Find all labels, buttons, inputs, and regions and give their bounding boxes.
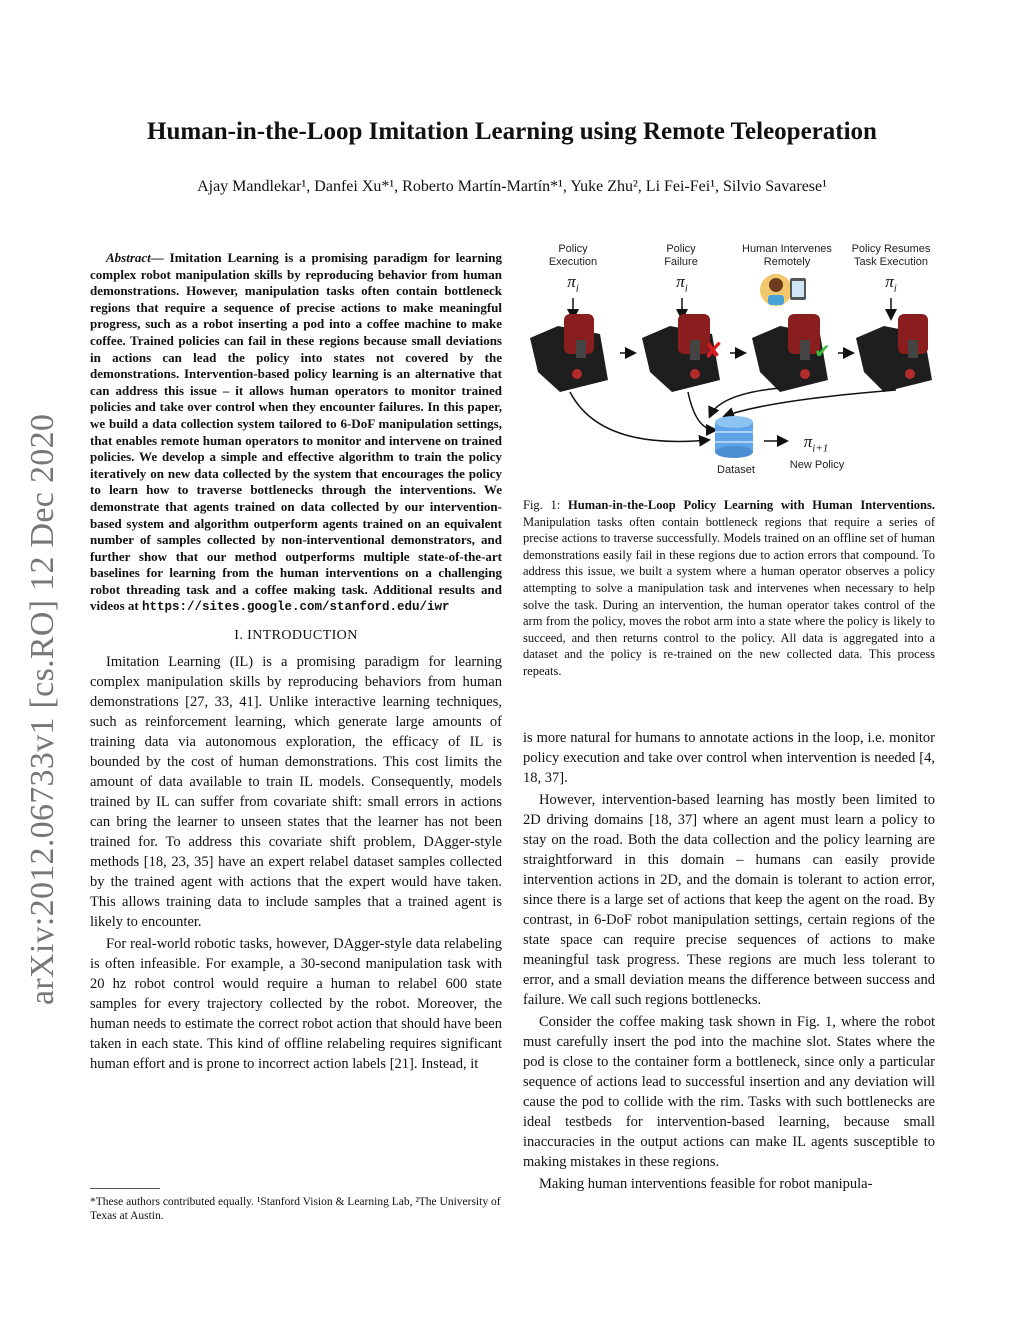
intro-paragraph: Consider the coffee making task shown in Fig. 1, where the robot must carefully insert the pod into the machine slot. States where the pod is close to the container form a bottleneck, since only a particular sequence of actions lead to successful insertion and any deviation will cause the pod to collide with the rim. Tasks with such bottlenecks are ideal testbeds for intervention-based learning, because small inaccuracies in the output actions can make IL agents susceptible to making mistakes in these regions.	[523, 1014, 935, 1170]
abstract-text: Imitation Learning is a promising paradigm for learning complex robot manipulation skills by reproducing behavior from human demonstrations. However, manipulation tasks often contain bottleneck regions that require a sequence of precise actions to make meaningful progress, such as a robot inserting a pod into a coffee machine to make coffee. Trained policies can fail in these regions because small deviations in actions can lead the policy into states not covered by the demonstrations. Intervention-based policy learning is an alternative that can address this issue – it allows human operators to monitor trained policies and take over control when they encounter failures. In this paper, we build a data collection system tailored to 6-DoF manipulation settings, that enables remote human operators to monitor and intervene on trained policies. We develop a simple and effective algorithm to train the policy iteratively on new data collected by the system that encourages the policy to learn how to traverse bottlenecks through the interventions. We demonstrate that agents trained on data collected by our intervention-based system and algorithm outperform agents trained on an equivalent number of samples collected by non-interventional demonstrators, and further show that our method outperforms multiple state-of-the-art baselines for learning from the human interventions on a challenging robot threading task and a coffee making task. Additional results and videos at	[90, 250, 502, 614]
caption-prefix: Fig. 1:	[523, 498, 569, 512]
label-policy-failure: Policy Failure	[664, 243, 698, 268]
abstract-label: Abstract—	[106, 250, 164, 265]
policy-symbol: $\pi_i$	[676, 272, 688, 295]
intro-paragraph: Imitation Learning (IL) is a promising paradigm for learning complex manipulation skills by reproducing behaviors from human demonstrations [27, 33, 41]. Unlike interactive learning techniques, such as reinforcement learning, which generate large amounts of training data via autonomous exploration, the efficacy of IL is bounded by the cost of human demonstrations. This cost limits the amount of data available to train IL models. Consequently, models trained by IL can suffer from covariate shift: small errors in actions can bring the learner to unseen states that the learner has not been trained for. To address this covariate shift problem, DAgger-style methods [18, 23, 35] have an expert relabel dataset samples collected by the trained agent with actions that the expert would have taken. This allows training data to include samples that a trained agent is likely to encounter.	[90, 654, 502, 931]
footnote-divider	[90, 1188, 160, 1189]
figure-1	[520, 240, 940, 490]
robot-scene-execution	[530, 314, 608, 392]
intro-paragraph: Making human interventions feasible for robot manipula-	[539, 1176, 873, 1192]
arxiv-identifier: arXiv:2012.06733v1 [cs.RO] 12 Dec 2020	[24, 413, 61, 1005]
arrow-to-dataset	[710, 388, 780, 416]
robot-scene-resumes	[856, 314, 932, 392]
arrow-to-dataset	[725, 390, 896, 416]
figure-caption	[523, 497, 935, 680]
left-column	[90, 250, 502, 1074]
human-operator-icon	[760, 274, 806, 306]
new-policy-symbol: $\pi_{i+1}$	[803, 432, 829, 455]
policy-symbol: $\pi_i$	[885, 272, 897, 295]
arrow-to-dataset	[570, 392, 708, 441]
label-human-intervenes: Human Intervenes Remotely	[742, 243, 832, 268]
author-list: Ajay Mandlekar¹, Danfei Xu*¹, Roberto Martín-Martín*¹, Yuke Zhu², Li Fei-Fei¹, Silvio Savarese¹	[197, 178, 827, 195]
section-heading: I. INTRODUCTION	[234, 628, 358, 644]
abstract	[90, 250, 502, 616]
intro-paragraph: For real-world robotic tasks, however, DAgger-style data relabeling is often infeasible. For example, a 30-second manipulation task with 20 hz robot control would require a human to relabel 600 state samples for every trajectory collected by the robot. Moreover, the human needs to estimate the correct robot action that should have been taken in each state. This kind of offline relabeling requires significant human effort and is prone to incorrect action labels [21]. Instead, it	[90, 936, 502, 1073]
dataset-label: Dataset	[717, 464, 755, 476]
caption-title: Human-in-the-Loop Policy Learning with Human Interventions.	[568, 498, 935, 512]
dataset-icon	[715, 416, 753, 458]
new-policy-label: New Policy	[789, 459, 845, 471]
success-check-icon: ✔	[814, 339, 831, 363]
intro-paragraph: is more natural for humans to annotate actions in the loop, i.e. monitor policy execution and take over control when intervention is needed [4, 18, 37].	[523, 730, 935, 786]
label-policy-resumes: Policy Resumes Task Execution	[851, 243, 931, 268]
policy-symbol: $\pi_i$	[567, 272, 579, 295]
intro-paragraph: However, intervention-based learning has mostly been limited to 2D driving domains [18, 37] where an agent must learn a policy to stay on the road. Both the data collection and the policy learning are straightforward in this domain – humans can easily provide intervention actions in 2D, and the domain is tolerant to action error, since there is a large set of actions that keep the agent on the road. By contrast, in 6-DoF robot manipulation settings, certain regions of the state space can require precise sequences of actions to make meaningful task progress. These regions are much less tolerant to error, and a small deviation means the difference between success and failure. We call such regions bottlenecks.	[523, 792, 935, 1008]
right-column	[523, 728, 935, 1194]
figure-diagram	[520, 240, 940, 490]
arrow-to-dataset	[688, 392, 715, 430]
fail-cross-icon: ✘	[704, 339, 723, 364]
caption-text: Manipulation tasks often contain bottleneck regions that require a series of precise actions to traverse successfully. Models trained on an offline set of human demonstrations easily fail in these regions due to action errors that compound. To address this issue, we built a system where a human operator observes a policy attempting to solve a manipulation task and intervenes when necessary to help solve the task. During an intervention, the human operator takes control of the arm from the policy, moves the robot arm into a state where the policy is likely to succeed, and then returns control to the policy. All data is aggregated into a dataset and the policy is re-trained on the new collected data. This process repeats.	[523, 514, 935, 678]
abstract-url-link[interactable]: https://sites.google.com/stanford.edu/iwr	[142, 600, 450, 615]
paper-title: Human-in-the-Loop Imitation Learning using Remote Teleoperation	[147, 118, 877, 145]
label-policy-execution: Policy Execution	[548, 243, 598, 268]
footnote: *These authors contributed equally. ¹Stanford Vision & Learning Lab, ²The University of Texas at Austin.	[90, 1196, 501, 1222]
